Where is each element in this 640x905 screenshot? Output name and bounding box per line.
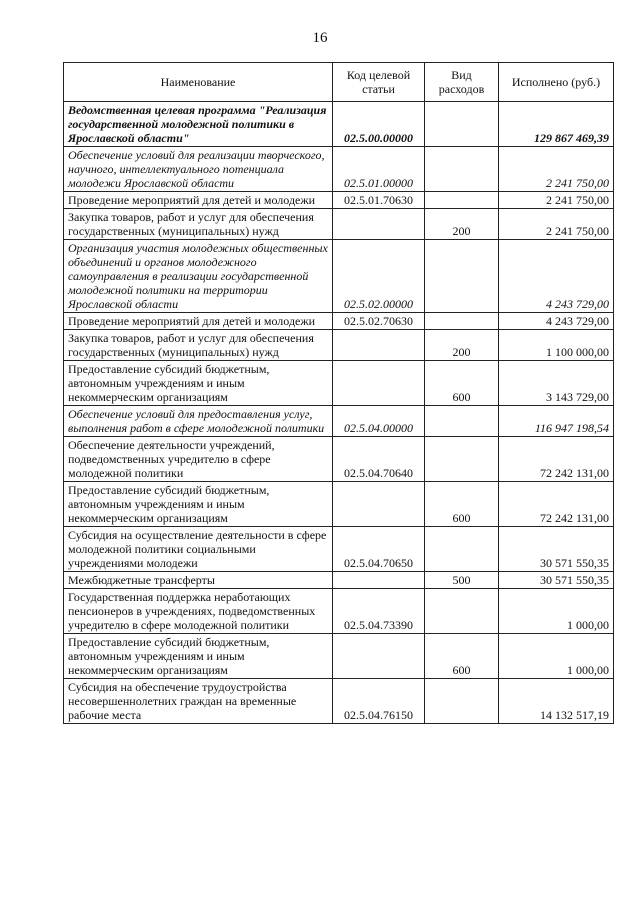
- column-header-kind: Вид расходов: [425, 63, 499, 102]
- row-kind-cell: [425, 147, 499, 192]
- row-name-cell: Проведение мероприятий для детей и молодежи: [64, 192, 333, 209]
- row-amount-cell: 30 571 550,35: [499, 572, 614, 589]
- row-amount-cell: 30 571 550,35: [499, 527, 614, 572]
- page-number: 16: [312, 30, 328, 46]
- row-code-cell: [333, 482, 425, 527]
- table-row: [64, 437, 614, 482]
- row-name-cell: Закупка товаров, работ и услуг для обеспечения государственных (муниципальных) нужд: [64, 330, 333, 361]
- row-amount-cell: 72 242 131,00: [499, 482, 614, 527]
- row-amount-cell: 129 867 469,39: [499, 102, 614, 147]
- row-name-cell: Закупка товаров, работ и услуг для обеспечения государственных (муниципальных) нужд: [64, 209, 333, 240]
- row-code-cell: [333, 572, 425, 589]
- table-row: [64, 406, 614, 437]
- table-body: [64, 102, 614, 724]
- row-kind-cell: [425, 527, 499, 572]
- row-kind-cell: 600: [425, 361, 499, 406]
- row-kind-cell: 200: [425, 330, 499, 361]
- table-row: [64, 361, 614, 406]
- row-name-cell: Предоставление субсидий бюджетным, автономным учреждениям и иным некоммерческим организациям: [64, 634, 333, 679]
- row-name-cell: Государственная поддержка неработающих пенсионеров в учреждениях, подведомственных учредителю в сфере молодежной политики: [64, 589, 333, 634]
- row-code-cell: 02.5.00.00000: [333, 102, 425, 147]
- table-row: [64, 209, 614, 240]
- row-name-cell: Проведение мероприятий для детей и молодежи: [64, 313, 333, 330]
- row-code-cell: 02.5.01.70630: [333, 192, 425, 209]
- table-row: [64, 634, 614, 679]
- row-name-cell: Субсидия на обеспечение трудоустройства несовершеннолетних граждан на временные рабочие места: [64, 679, 333, 724]
- row-name-cell: Предоставление субсидий бюджетным, автономным учреждениям и иным некоммерческим организациям: [64, 482, 333, 527]
- table-row: [64, 330, 614, 361]
- row-name-cell: Ведомственная целевая программа "Реализация государственной молодежной политики в Ярославской области": [64, 102, 333, 147]
- row-name-cell: Обеспечение деятельности учреждений, подведомственных учредителю в сфере молодежной политики: [64, 437, 333, 482]
- column-header-code: Код целевой статьи: [333, 63, 425, 102]
- row-name-cell: Обеспечение условий для предоставления услуг, выполнения работ в сфере молодежной политики: [64, 406, 333, 437]
- table-row: [64, 482, 614, 527]
- row-code-cell: 02.5.04.73390: [333, 589, 425, 634]
- column-header-amount: Исполнено (руб.): [499, 63, 614, 102]
- row-amount-cell: 2 241 750,00: [499, 209, 614, 240]
- row-amount-cell: 2 241 750,00: [499, 147, 614, 192]
- table-row: [64, 313, 614, 330]
- row-amount-cell: 1 000,00: [499, 589, 614, 634]
- row-code-cell: [333, 209, 425, 240]
- row-kind-cell: 600: [425, 482, 499, 527]
- row-amount-cell: 1 100 000,00: [499, 330, 614, 361]
- row-kind-cell: [425, 437, 499, 482]
- row-kind-cell: [425, 406, 499, 437]
- row-code-cell: 02.5.02.00000: [333, 240, 425, 313]
- table-row: [64, 102, 614, 147]
- row-amount-cell: 4 243 729,00: [499, 313, 614, 330]
- row-kind-cell: 200: [425, 209, 499, 240]
- row-amount-cell: 14 132 517,19: [499, 679, 614, 724]
- table-row: [64, 589, 614, 634]
- row-kind-cell: [425, 102, 499, 147]
- table-row: [64, 572, 614, 589]
- row-name-cell: Организация участия молодежных общественных объединений и органов молодежного самоуправления в реализации государственной молодежной политики на территории Ярославской области: [64, 240, 333, 313]
- row-kind-cell: 500: [425, 572, 499, 589]
- row-code-cell: 02.5.02.70630: [333, 313, 425, 330]
- row-amount-cell: 1 000,00: [499, 634, 614, 679]
- row-name-cell: Обеспечение условий для реализации творческого, научного, интеллектуального потенциала молодежи Ярославской области: [64, 147, 333, 192]
- row-amount-cell: 3 143 729,00: [499, 361, 614, 406]
- table-row: [64, 679, 614, 724]
- row-name-cell: Межбюджетные трансферты: [64, 572, 333, 589]
- row-code-cell: [333, 361, 425, 406]
- table-row: [64, 147, 614, 192]
- row-code-cell: [333, 330, 425, 361]
- row-name-cell: Предоставление субсидий бюджетным, автономным учреждениям и иным некоммерческим организациям: [64, 361, 333, 406]
- column-header-name: Наименование: [64, 63, 333, 102]
- row-code-cell: [333, 634, 425, 679]
- row-code-cell: 02.5.04.70640: [333, 437, 425, 482]
- row-name-cell: Субсидия на осуществление деятельности в сфере молодежной политики социальными учреждениями молодежи: [64, 527, 333, 572]
- row-code-cell: 02.5.04.70650: [333, 527, 425, 572]
- row-kind-cell: [425, 192, 499, 209]
- table-row: [64, 240, 614, 313]
- row-kind-cell: [425, 313, 499, 330]
- row-kind-cell: [425, 679, 499, 724]
- row-amount-cell: 4 243 729,00: [499, 240, 614, 313]
- row-amount-cell: 72 242 131,00: [499, 437, 614, 482]
- row-amount-cell: 2 241 750,00: [499, 192, 614, 209]
- row-code-cell: 02.5.01.00000: [333, 147, 425, 192]
- row-kind-cell: [425, 589, 499, 634]
- row-kind-cell: 600: [425, 634, 499, 679]
- budget-table: [63, 62, 614, 724]
- table-row: [64, 192, 614, 209]
- row-amount-cell: 116 947 198,54: [499, 406, 614, 437]
- row-code-cell: 02.5.04.00000: [333, 406, 425, 437]
- row-code-cell: 02.5.04.76150: [333, 679, 425, 724]
- row-kind-cell: [425, 240, 499, 313]
- table-header-row: [64, 63, 614, 102]
- table-row: [64, 527, 614, 572]
